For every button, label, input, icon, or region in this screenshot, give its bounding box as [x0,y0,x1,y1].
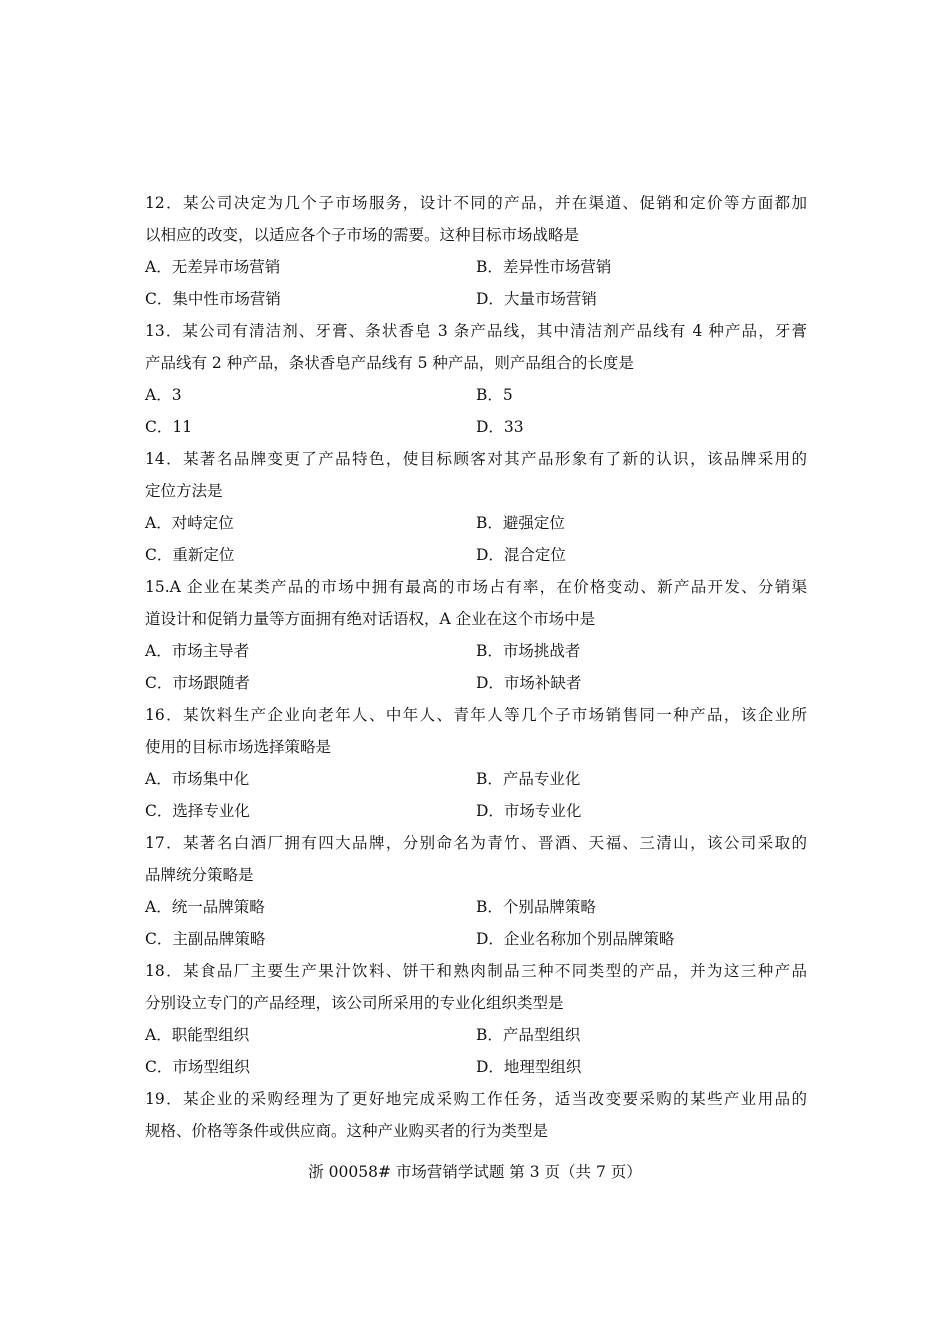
answer-option: A．统一品牌策略 [145,898,265,916]
answer-option: A．市场主导者 [145,642,250,660]
question-list [145,187,807,1147]
answer-option: B．市场挑战者 [476,642,581,660]
answer-option: D．33 [476,418,524,436]
answer-option: A．对峙定位 [145,514,234,532]
question-text-line: 16．某饮料生产企业向老年人、中年人、青年人等几个子市场销售同一种产品，该企业所 [145,706,807,724]
question-text-line: 规格、价格等条件或供应商。这种产业购买者的行为类型是 [145,1122,549,1140]
answer-option: B．差异性市场营销 [476,258,612,276]
option-row [145,251,807,283]
answer-option: C．市场跟随者 [145,674,250,692]
answer-option: D．市场专业化 [476,802,582,820]
answer-option: A．3 [145,386,182,404]
question-text-line: 15.A 企业在某类产品的市场中拥有最高的市场占有率，在价格变动、新产品开发、分销渠 [145,578,807,596]
answer-option: D．地理型组织 [476,1058,582,1076]
question-block [145,443,807,571]
answer-option: D．企业名称加个别品牌策略 [476,930,675,948]
option-row [145,795,807,827]
answer-option: C．重新定位 [145,546,235,564]
answer-option: C．主副品牌策略 [145,930,266,948]
answer-option: C．集中性市场营销 [145,290,281,308]
answer-option: D．市场补缺者 [476,674,582,692]
answer-option: C．11 [145,418,193,436]
option-row [145,379,807,411]
answer-option: A．无差异市场营销 [145,258,281,276]
answer-option: D．大量市场营销 [476,290,597,308]
option-row [145,507,807,539]
question-text-line: 12．某公司决定为几个子市场服务，设计不同的产品，并在渠道、促销和定价等方面都加 [145,194,807,212]
option-row [145,891,807,923]
option-row [145,411,807,443]
question-block [145,1083,807,1147]
answer-option: B．产品型组织 [476,1026,581,1044]
question-text-line: 定位方法是 [145,482,223,500]
question-text-line: 14．某著名品牌变更了产品特色，使目标顾客对其产品形象有了新的认识，该品牌采用的 [145,450,807,468]
option-row [145,283,807,315]
question-text-line: 道设计和促销力量等方面拥有绝对话语权，A 企业在这个市场中是 [145,610,596,628]
answer-option: C．选择专业化 [145,802,250,820]
option-row [145,1051,807,1083]
answer-option: C．市场型组织 [145,1058,250,1076]
question-block [145,955,807,1083]
question-block [145,827,807,955]
question-text-line: 17．某著名白酒厂拥有四大品牌，分别命名为青竹、晋酒、天福、三清山，该公司采取的 [145,834,807,852]
answer-option: A．职能型组织 [145,1026,250,1044]
question-text-line: 使用的目标市场选择策略是 [145,738,332,756]
question-text-line: 18．某食品厂主要生产果汁饮料、饼干和熟肉制品三种不同类型的产品，并为这三种产品 [145,962,807,980]
answer-option: B．个别品牌策略 [476,898,596,916]
answer-option: B．5 [476,386,513,404]
option-row [145,923,807,955]
answer-option: D．混合定位 [476,546,566,564]
question-block [145,187,807,315]
option-row [145,635,807,667]
option-row [145,667,807,699]
question-text-line: 品牌统分策略是 [145,866,254,884]
question-text-line: 以相应的改变，以适应各个子市场的需要。这种目标市场战略是 [145,226,580,244]
question-block [145,315,807,443]
question-block [145,571,807,699]
answer-option: A．市场集中化 [145,770,250,788]
option-row [145,539,807,571]
question-text-line: 13．某公司有清洁剂、牙膏、条状香皂 3 条产品线，其中清洁剂产品线有 4 种产品，牙膏 [145,322,807,340]
option-row [145,1019,807,1051]
answer-option: B．产品专业化 [476,770,581,788]
question-text-line: 产品线有 2 种产品，条状香皂产品线有 5 种产品，则产品组合的长度是 [145,354,634,372]
answer-option: B．避强定位 [476,514,565,532]
question-text-line: 分别设立专门的产品经理，该公司所采用的专业化组织类型是 [145,994,564,1012]
question-block [145,699,807,827]
option-row [145,763,807,795]
page-footer: 浙 00058# 市场营销学试题 第 3 页（共 7 页） [308,1163,642,1181]
question-text-line: 19．某企业的采购经理为了更好地完成采购工作任务，适当改变要采购的某些产业用品的 [145,1090,807,1108]
